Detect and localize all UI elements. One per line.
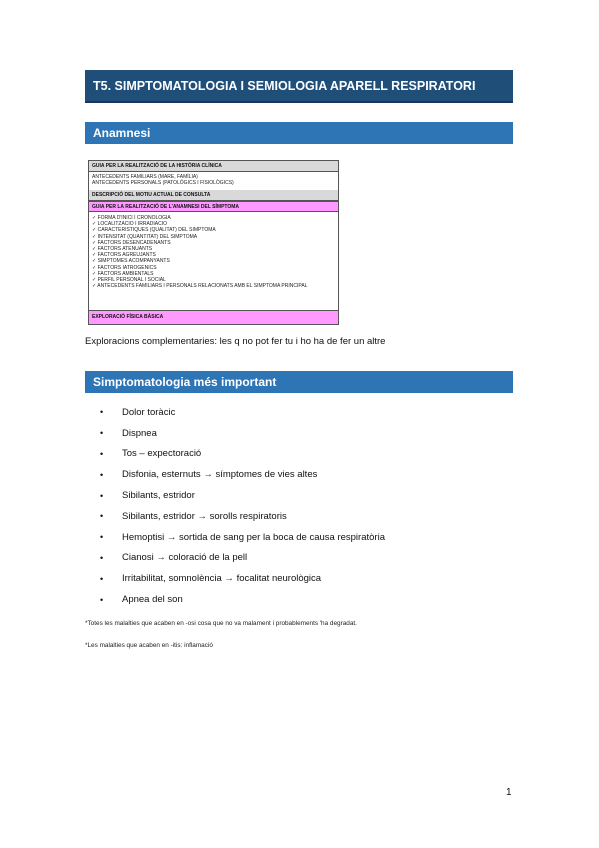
list-item	[100, 548, 385, 569]
guide-item: ✓ SÍMPTOMES ACOMPANYANTS	[92, 258, 170, 265]
symptom-text: Dispnea	[122, 427, 157, 439]
symptom-text: Sibilants, estridor	[122, 490, 195, 502]
page-number: 1	[506, 787, 512, 798]
list-item	[100, 485, 385, 506]
list-item	[100, 568, 385, 589]
list-item	[100, 402, 385, 423]
bullet-icon: •	[100, 594, 104, 605]
page-title: T5. SIMPTOMATOLOGIA I SEMIOLOGIA APARELL RESPIRATORI	[85, 70, 513, 103]
guide-item: ✓ FACTORS ATENUANTS	[92, 246, 153, 253]
history-guide-table	[88, 160, 339, 325]
list-item	[100, 464, 385, 485]
bullet-icon: •	[100, 428, 104, 439]
guide-item: ✓ PERFIL PERSONAL I SOCIAL	[92, 277, 166, 284]
guide-item: ✓ CARACTERÍSTIQUES (QUALITAT) DEL SÍMPTOMA	[92, 227, 216, 234]
bullet-icon: •	[100, 552, 104, 563]
footnote-osi: *Totes les malalties que acaben en -osi cosa que no va malament i probablements 'ha degradat.	[85, 620, 357, 627]
guide-antecedents	[89, 172, 338, 190]
list-item	[100, 444, 385, 465]
section-heading-anamnesi: Anamnesi	[85, 122, 513, 144]
explorations-text: Exploracions complementaries: les q no pot fer tu i ho ha de fer un altre	[85, 336, 386, 347]
bullet-icon: •	[100, 448, 104, 459]
symptom-text: Sibilants, estridor → sorolls respiratoris	[122, 510, 287, 522]
symptom-text: Cianosi → coloració de la pell	[122, 552, 248, 564]
symptom-text: Irritabilitat, somnolència → focalitat neurològica	[122, 573, 322, 585]
guide-heading: GUIA PER LA REALITZACIÓ DE LA HISTÒRIA CLÍNICA	[89, 161, 338, 172]
bullet-icon: •	[100, 490, 104, 501]
guide-item: ✓ FACTORS AGREUJANTS	[92, 252, 156, 259]
list-item	[100, 589, 385, 610]
bullet-icon: •	[100, 532, 104, 543]
guide-line: ANTECEDENTS PERSONALS (PATOLÒGICS I FISIOLÒGICS)	[92, 180, 234, 187]
guide-consultation-heading: DESCRIPCIÓ DEL MOTIU ACTUAL DE CONSULTA	[89, 190, 338, 201]
guide-footer: EXPLORACIÓ FÍSICA BÀSICA	[89, 310, 338, 324]
bullet-icon: •	[100, 511, 104, 522]
bullet-icon: •	[100, 469, 104, 480]
list-item	[100, 506, 385, 527]
guide-item: ✓ FACTORS IATROGÈNICS	[92, 264, 157, 271]
guide-symptom-list	[89, 212, 338, 305]
symptom-text: Apnea del son	[122, 594, 183, 606]
list-item	[100, 527, 385, 548]
symptom-text: Disfonia, esternuts → símptomes de vies altes	[122, 469, 318, 481]
guide-item: ✓ FORMA D'INICI I CRONOLOGIA	[92, 215, 171, 221]
guide-item: ✓ FACTORS AMBIENTALS	[92, 270, 154, 277]
section-heading-symptoms: Simptomatologia més important	[85, 371, 513, 393]
symptom-text: Tos – expectoració	[122, 448, 202, 460]
footnote-itis: *Les malalties que acaben en -itis: inflamació	[85, 642, 213, 649]
symptom-list	[100, 402, 385, 610]
bullet-icon: •	[100, 407, 104, 418]
guide-item: ✓ FACTORS DESENCADENANTS	[92, 239, 171, 246]
guide-item: ✓ ANTECEDENTS FAMILIARS I PERSONALS RELACIONATS AMB EL SÍMPTOMA PRINCIPAL	[92, 283, 308, 290]
guide-line: ANTECEDENTS FAMILIARS (MARE, FAMÍLIA)	[92, 174, 198, 180]
bullet-icon: •	[100, 573, 104, 584]
guide-symptom-heading: GUIA PER LA REALITZACIÓ DE L'ANAMNESI DEL SÍMPTOMA	[89, 201, 338, 212]
guide-item: ✓ LOCALITZACIÓ I IRRADIACIÓ	[92, 221, 168, 228]
symptom-text: Hemoptisi → sortida de sang per la boca de causa respiratòria	[122, 531, 385, 543]
guide-item: ✓ INTENSITAT (QUANTITAT) DEL SÍMPTOMA	[92, 233, 198, 240]
list-item	[100, 423, 385, 444]
symptom-text: Dolor toràcic	[122, 406, 176, 418]
